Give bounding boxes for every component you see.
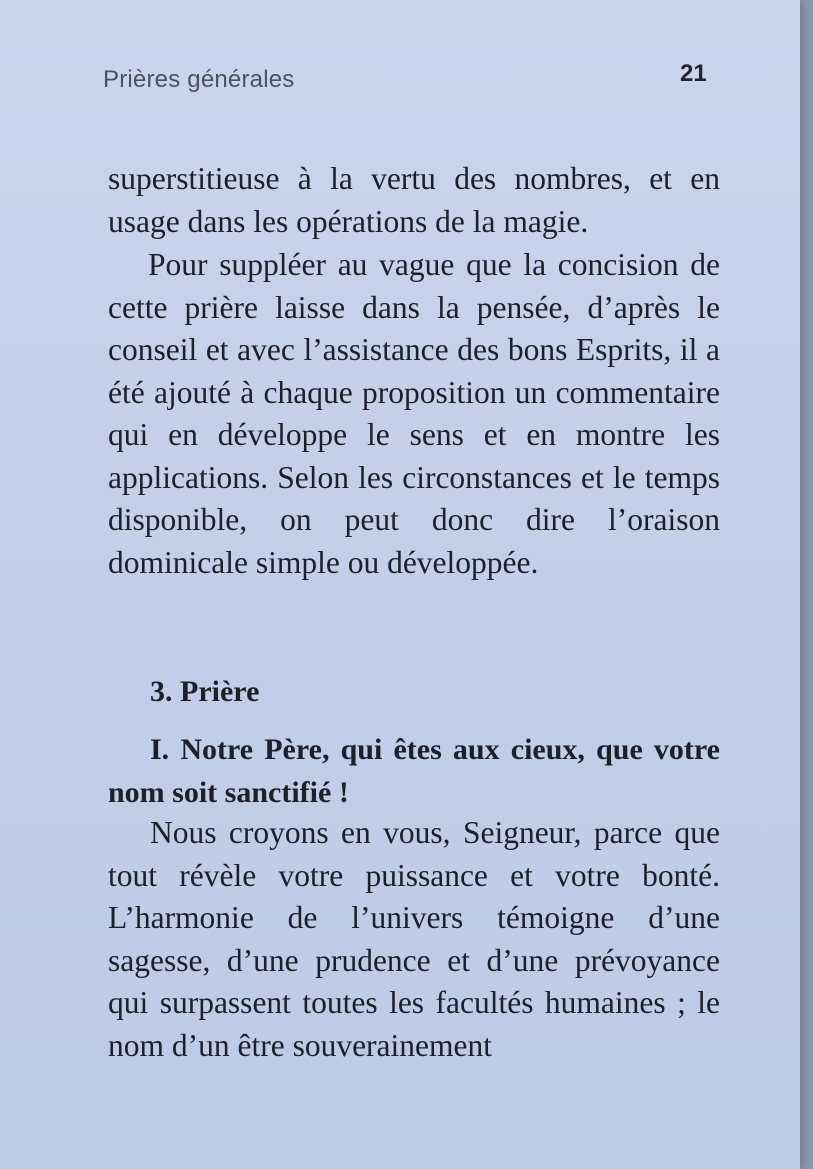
body-paragraph-3: Nous croyons en vous, Seigneur, parce que tout révèle votre puissance et votre bonté. L’harmonie de l’univers témoigne d’une sagesse, d’une prudence et d’une prévoyance qui surpassent toutes les facultés humaines ; le nom d’un être souverainement bbox=[108, 815, 720, 1063]
body-paragraph-1: superstitieuse à la vertu des nombres, et en usage dans les opérations de la magie. bbox=[108, 161, 720, 239]
section-title: 3. Prière bbox=[150, 675, 260, 708]
body-paragraph-2: Pour suppléer au vague que la concision de cette prière laisse dans la pensée, d’après le conseil et avec l’assistance des bons Esprits, il a été ajouté à chaque proposition un commentaire qui en développe le sens et en montre les applications. Selon les circonstances et le temps disponible, on peut donc dire l’oraison dominicale simple ou développée. bbox=[108, 247, 720, 580]
prayer-heading: I. Notre Père, qui êtes aux cieux, que votre nom soit sanctifié ! bbox=[108, 733, 720, 809]
running-head: Prières générales bbox=[103, 66, 295, 93]
page-number: 21 bbox=[680, 60, 707, 87]
